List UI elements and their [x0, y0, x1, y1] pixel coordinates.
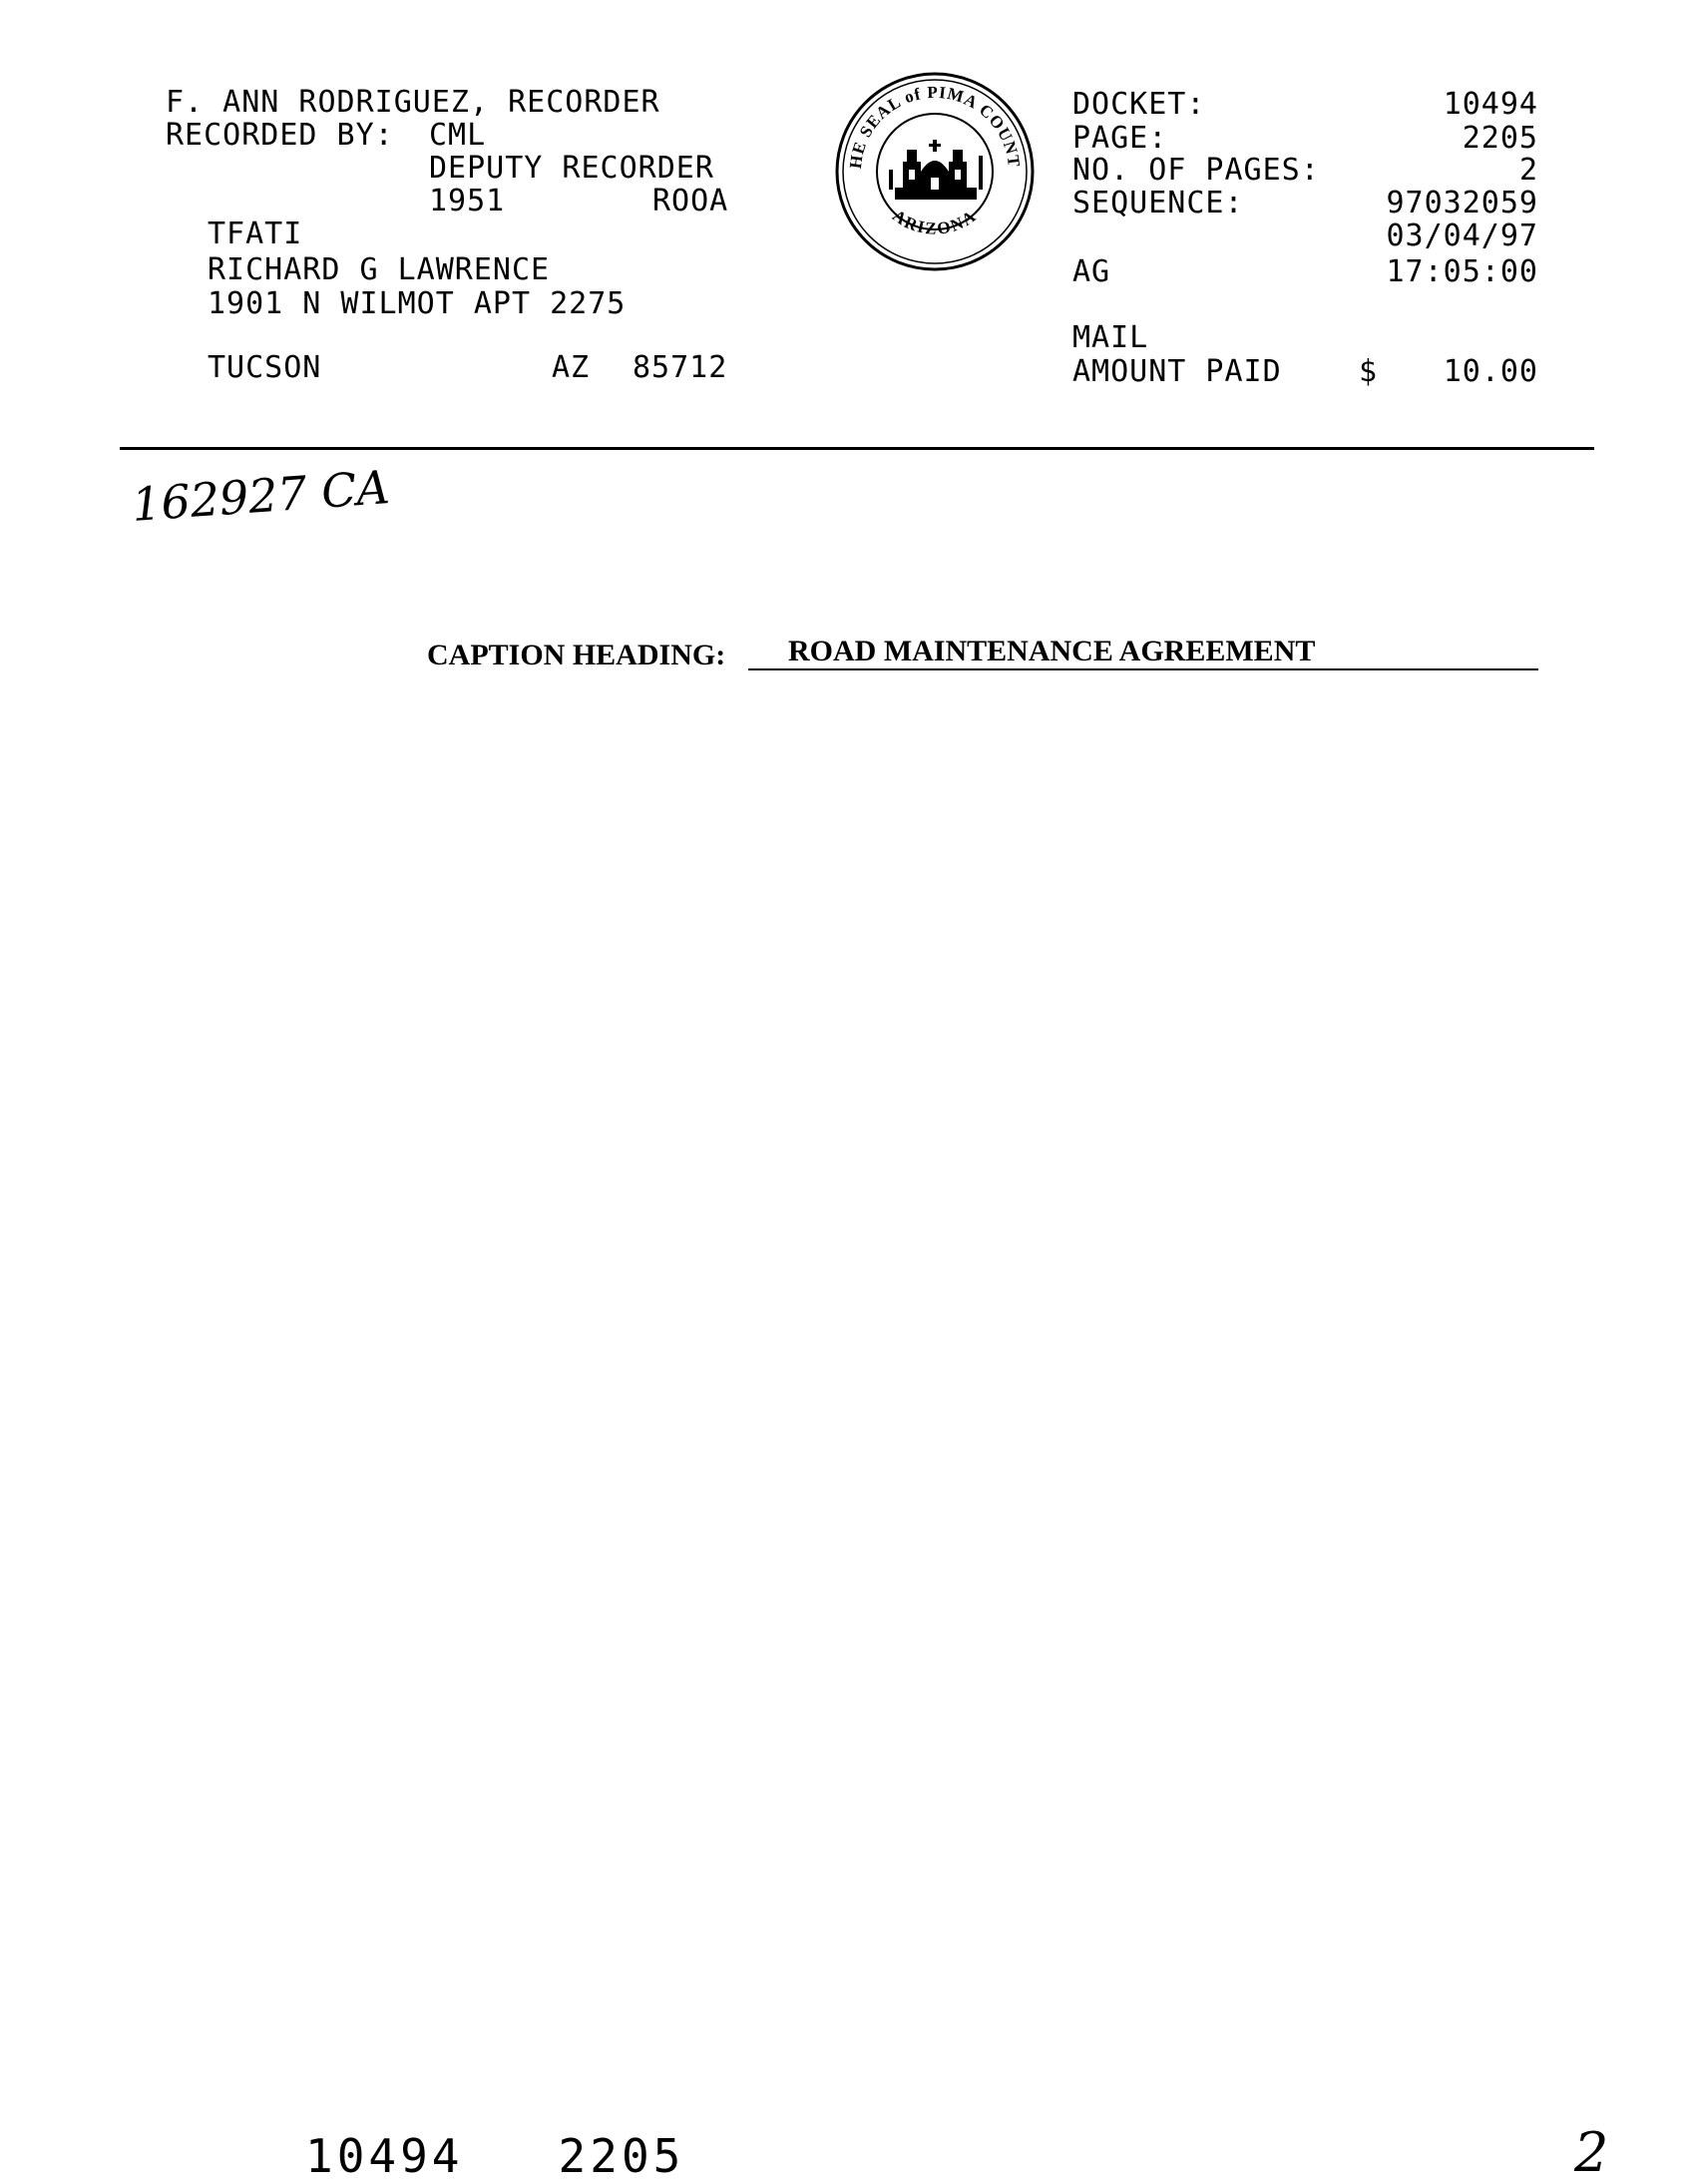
- recorded-by-label: RECORDED BY:: [166, 118, 394, 153]
- recorded-by-value: CML: [429, 118, 487, 153]
- recipient-address: 1901 N WILMOT APT 2275: [208, 286, 627, 321]
- mail-label: MAIL: [1072, 320, 1149, 355]
- svg-text:ARIZONA: ARIZONA: [889, 206, 981, 238]
- handwritten-note: 162927 CA: [130, 460, 392, 532]
- deputy-code-2: ROOA: [652, 184, 729, 218]
- currency-symbol: $: [1359, 354, 1379, 389]
- amount-paid-value: 10.00: [1443, 354, 1538, 389]
- header-divider: [120, 447, 1594, 450]
- svg-text:THE SEAL of PIMA COUNTY: HE SEAL of PIMA COUNT: [845, 82, 1025, 171]
- ag-label: AG: [1072, 254, 1111, 289]
- docket-label: DOCKET:: [1072, 87, 1206, 122]
- caption-label: CAPTION HEADING:: [427, 639, 726, 671]
- docket-value: 10494: [1443, 87, 1538, 122]
- page-value: 2205: [1462, 121, 1538, 156]
- amount-paid-label: AMOUNT PAID: [1072, 354, 1282, 389]
- footer-page-mark: 2: [1574, 2121, 1609, 2184]
- pages-value: 2: [1518, 153, 1538, 188]
- recipient-zip: 85712: [633, 350, 728, 385]
- sequence-label: SEQUENCE:: [1072, 186, 1244, 220]
- recipient-name: RICHARD G LAWRENCE: [208, 252, 551, 287]
- recording-date: 03/04/97: [1386, 218, 1538, 253]
- pages-label: NO. OF PAGES:: [1072, 153, 1320, 188]
- deputy-recorder: DEPUTY RECORDER: [429, 151, 714, 186]
- footer-docket-page: 10494 2205: [305, 2129, 685, 2183]
- page-label: PAGE:: [1072, 121, 1168, 156]
- tfati-line: TFATI: [208, 217, 303, 251]
- recorder-name: F. ANN RODRIGUEZ, RECORDER: [166, 85, 660, 120]
- caption-value: ROAD MAINTENANCE AGREEMENT: [788, 635, 1316, 667]
- recording-time: 17:05:00: [1386, 254, 1538, 289]
- recipient-city: TUCSON: [208, 350, 322, 385]
- sequence-value: 97032059: [1386, 186, 1538, 220]
- caption-underline: [748, 668, 1538, 670]
- recipient-state: AZ: [552, 350, 591, 385]
- deputy-code: 1951: [429, 184, 506, 218]
- county-seal-icon: [833, 70, 1038, 274]
